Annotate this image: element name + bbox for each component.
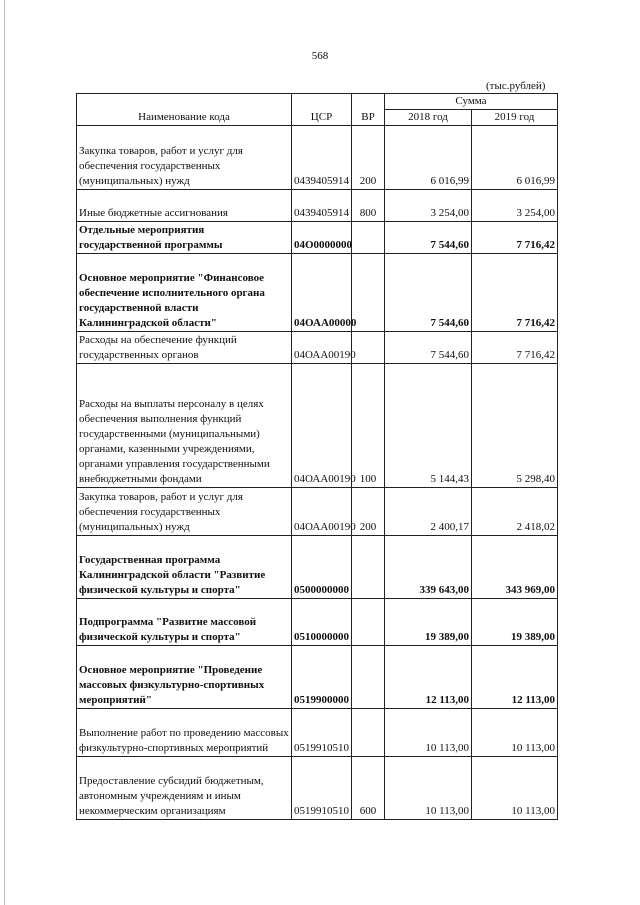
row-code: 04ОАА00190 <box>292 332 352 364</box>
row-code: 04ОАА00190 <box>292 364 352 488</box>
row-code: 0519910510 <box>292 709 352 757</box>
table-row <box>77 126 558 190</box>
row-name <box>77 488 292 536</box>
row-2019: 7 716,42 <box>472 222 558 254</box>
table-row <box>77 190 558 222</box>
budget-table <box>76 93 558 820</box>
row-2019: 343 969,00 <box>472 536 558 599</box>
page-number: 568 <box>311 50 329 62</box>
row-2019: 10 113,00 <box>472 709 558 757</box>
table-row <box>77 757 558 820</box>
row-vr <box>352 709 385 757</box>
table-row <box>77 332 558 364</box>
header-2019: 2019 год <box>472 110 558 126</box>
header-sum: Сумма <box>385 94 558 110</box>
row-2018: 339 643,00 <box>385 536 472 599</box>
units-label: (тыс.рублей) <box>486 80 546 92</box>
row-name-text: Закупка товаров, работ и услуг для обеспечения государственных (муниципальных) нужд <box>79 145 243 187</box>
row-name-text: Предоставление субсидий бюджетным, автономным учреждениям и иным некоммерческим организациям <box>79 775 264 817</box>
row-name-text: Отдельные мероприятия государственной программы <box>79 224 223 251</box>
row-2018: 6 016,99 <box>385 126 472 190</box>
header-csr: ЦСР <box>292 94 352 126</box>
scan-edge-line <box>4 0 5 905</box>
row-name-text: Государственная программа Калининградской области "Развитие физической культуры и спорта" <box>79 554 266 596</box>
header-vr: ВР <box>352 94 385 126</box>
row-code: 0519910510 <box>292 757 352 820</box>
row-name-text: Расходы на обеспечение функций государственных органов <box>79 334 237 361</box>
row-2019: 7 716,42 <box>472 332 558 364</box>
header-2018: 2018 год <box>385 110 472 126</box>
row-code: 0500000000 <box>292 536 352 599</box>
row-name <box>77 709 292 757</box>
table-body <box>77 126 558 820</box>
row-2019: 19 389,00 <box>472 599 558 646</box>
row-code: 0510000000 <box>292 599 352 646</box>
row-name-text: Подпрограмма "Развитие массовой физической культуры и спорта" <box>79 616 257 643</box>
row-2018: 7 544,60 <box>385 254 472 332</box>
row-name-text: Выполнение работ по проведению массовых физкультурно-спортивных мероприятий <box>79 727 289 754</box>
row-name <box>77 599 292 646</box>
row-code: 0439405914 <box>292 190 352 222</box>
row-vr <box>352 536 385 599</box>
row-2018: 2 400,17 <box>385 488 472 536</box>
row-2018: 10 113,00 <box>385 757 472 820</box>
row-name <box>77 536 292 599</box>
row-2018: 10 113,00 <box>385 709 472 757</box>
table-row <box>77 709 558 757</box>
row-2018: 19 389,00 <box>385 599 472 646</box>
row-vr: 600 <box>352 757 385 820</box>
row-name <box>77 222 292 254</box>
row-2019: 12 113,00 <box>472 646 558 709</box>
row-code: 04О0000000 <box>292 222 352 254</box>
row-2019: 7 716,42 <box>472 254 558 332</box>
row-name-text: Основное мероприятие "Финансовое обеспечение исполнительного органа государственной власти Калининградской области" <box>79 272 265 329</box>
table-row <box>77 488 558 536</box>
row-code: 04ОАА00190 <box>292 488 352 536</box>
row-name-text: Расходы на выплаты персоналу в целях обеспечения выполнения функций государственными (муниципальными) органами, казенными учреждениями, органами управления государственными внебюджетными фондами <box>79 398 270 485</box>
row-vr <box>352 646 385 709</box>
row-2019: 2 418,02 <box>472 488 558 536</box>
header-name: Наименование кода <box>77 94 292 126</box>
row-vr: 100 <box>352 364 385 488</box>
row-2018: 5 144,43 <box>385 364 472 488</box>
table-row <box>77 254 558 332</box>
row-vr <box>352 254 385 332</box>
row-code: 0439405914 <box>292 126 352 190</box>
row-name-text: Иные бюджетные ассигнования <box>79 207 228 219</box>
row-code: 0519900000 <box>292 646 352 709</box>
table-row <box>77 222 558 254</box>
row-2018: 3 254,00 <box>385 190 472 222</box>
row-2018: 12 113,00 <box>385 646 472 709</box>
row-2019: 10 113,00 <box>472 757 558 820</box>
table-row <box>77 364 558 488</box>
row-2019: 6 016,99 <box>472 126 558 190</box>
row-name <box>77 254 292 332</box>
table-row <box>77 536 558 599</box>
row-name <box>77 190 292 222</box>
header-row-1 <box>77 94 558 110</box>
row-vr: 800 <box>352 190 385 222</box>
row-name <box>77 646 292 709</box>
row-name <box>77 757 292 820</box>
row-name-text: Закупка товаров, работ и услуг для обеспечения государственных (муниципальных) нужд <box>79 491 243 533</box>
row-vr: 200 <box>352 126 385 190</box>
row-2019: 3 254,00 <box>472 190 558 222</box>
row-name <box>77 364 292 488</box>
row-vr: 200 <box>352 488 385 536</box>
row-2018: 7 544,60 <box>385 222 472 254</box>
row-name-text: Основное мероприятие "Проведение массовых физкультурно-спортивных мероприятий" <box>79 664 265 706</box>
table-row <box>77 646 558 709</box>
row-2019: 5 298,40 <box>472 364 558 488</box>
row-name <box>77 126 292 190</box>
row-2018: 7 544,60 <box>385 332 472 364</box>
row-vr <box>352 332 385 364</box>
row-vr <box>352 222 385 254</box>
row-name <box>77 332 292 364</box>
table-row <box>77 599 558 646</box>
row-vr <box>352 599 385 646</box>
row-code: 04ОАА00000 <box>292 254 352 332</box>
